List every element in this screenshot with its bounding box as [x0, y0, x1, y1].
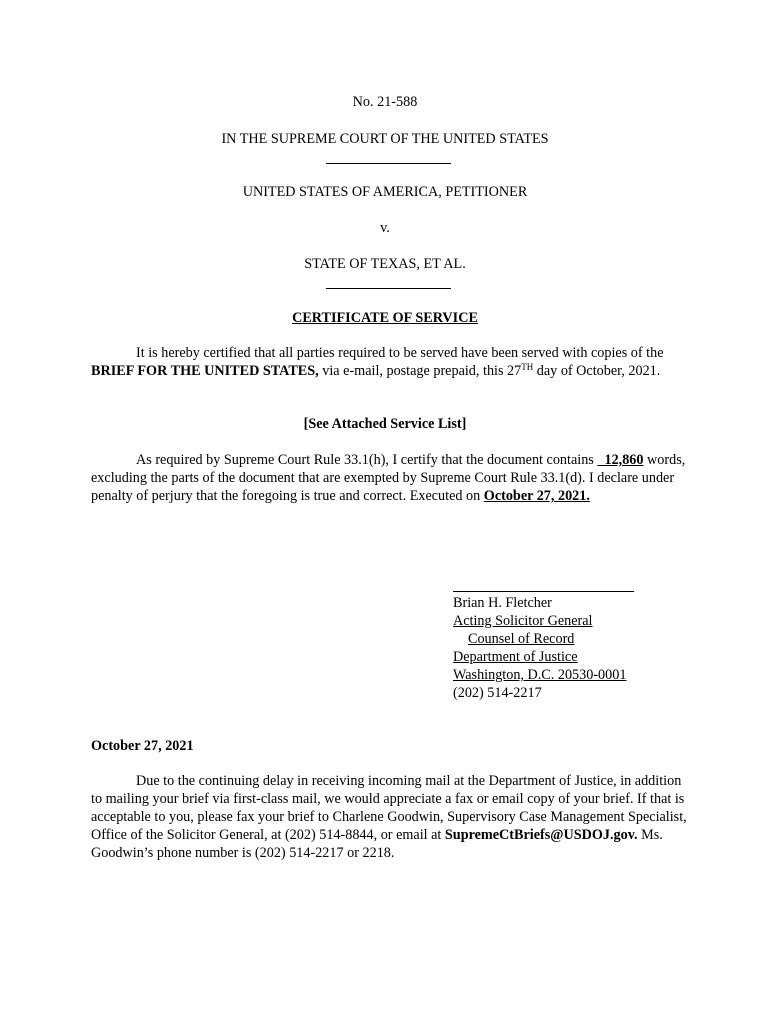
word-count-paragraph [91, 451, 691, 505]
notice-text-1: Due to the continuing delay in receiving incoming mail at the Department of Justice, in addition to mailing your brief via first-class mail, we would appreciate a fax or email copy of your brief. If that is acceptable to you, please fax your brief to Charlene Goodwin, Supervisory Case Management Specialist, Office of the Solicitor General, at (202) 514-8844, or email at [91, 773, 687, 843]
service-text-2: via e-mail, postage prepaid, this 27 [318, 363, 522, 379]
department-address: Washington, D.C. 20530-0001 [453, 667, 627, 683]
executed-date: October 27, 2021. [483, 488, 590, 504]
rule-text-2: words, excluding the parts of the document that are exempted by Supreme Court Rule 33.1(d). I declare under penalty of perjury that the foregoing is true and correct. Executed on [91, 452, 686, 504]
certificate-heading: CERTIFICATE OF SERVICE [292, 310, 478, 326]
service-paragraph [91, 344, 691, 380]
caption-divider-bottom [326, 288, 451, 289]
attached-service-list-note: [See Attached Service List] [303, 416, 467, 432]
department-name: Department of Justice [453, 649, 578, 665]
notice-text-2: Ms. Goodwin’s phone number is (202) 514-2217 or 2218. [91, 827, 663, 861]
rule-text-1: As required by Supreme Court Rule 33.1(h), I certify that the document contains [136, 452, 598, 468]
brief-title: BRIEF FOR THE UNITED STATES, [91, 363, 319, 379]
signature-block [453, 594, 693, 702]
court-name: IN THE SUPREME COURT OF THE UNITED STATES [221, 131, 549, 147]
versus-line: v. [380, 220, 390, 236]
word-count: 12,860 [597, 452, 644, 468]
signature-line [453, 591, 634, 592]
service-text-3: day of October, 2021. [533, 363, 661, 379]
signer-name: Brian H. Fletcher [453, 595, 552, 611]
notice-date: October 27, 2021 [91, 738, 194, 754]
caption-divider-top [326, 163, 451, 164]
notice-email: SupremeCtBriefs@USDOJ.gov. [444, 827, 638, 843]
department-phone: (202) 514-2217 [453, 685, 542, 701]
ordinal-suffix: TH [521, 362, 534, 372]
respondent-line: STATE OF TEXAS, ET AL. [304, 256, 466, 272]
notice-paragraph [91, 772, 691, 862]
service-text-1: It is hereby certified that all parties required to be served have been served with copies of the [136, 345, 664, 361]
counsel-of-record: Counsel of Record [468, 631, 575, 647]
signer-title: Acting Solicitor General [453, 613, 593, 629]
petitioner-line: UNITED STATES OF AMERICA, PETITIONER [242, 184, 528, 200]
docket-number: No. 21-588 [352, 94, 418, 110]
